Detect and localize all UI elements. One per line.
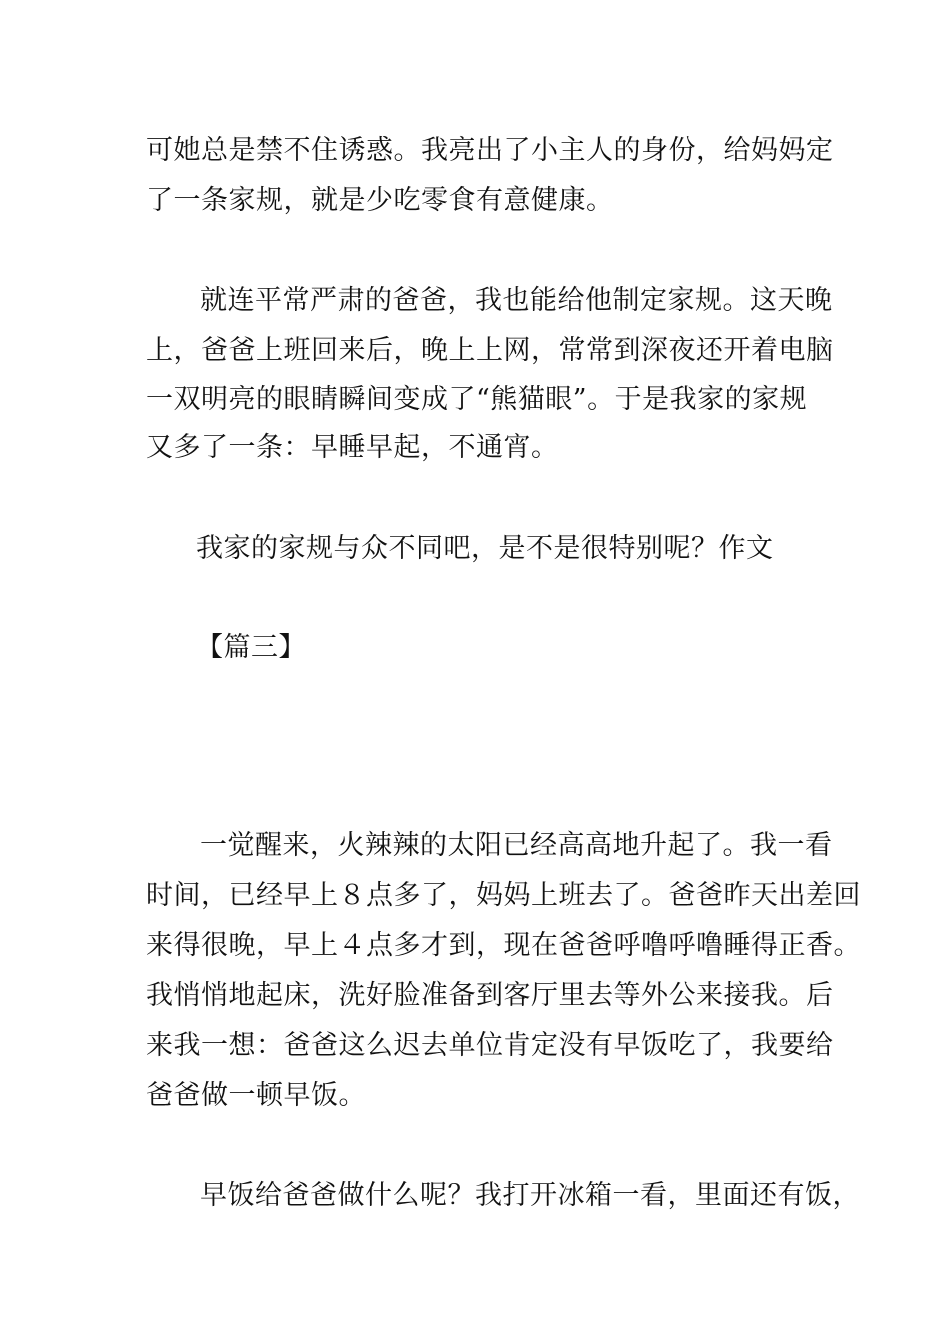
text-line: 我家的家规与众不同吧，是不是很特别呢？作文 bbox=[196, 533, 774, 564]
text-line: 上，爸爸上班回来后，晚上上网，常常到深夜还开着电脑 bbox=[146, 335, 834, 366]
text-line: 我悄悄地起床，洗好脸准备到客厅里去等外公来接我。后 bbox=[146, 980, 834, 1011]
text-line: 一觉醒来，火辣辣的太阳已经高高地升起了。我一看 bbox=[200, 830, 833, 861]
text-line: 时间，已经早上８点多了，妈妈上班去了。爸爸昨天出差回 bbox=[146, 880, 861, 911]
text-line: 了一条家规，就是少吃零食有意健康。 bbox=[146, 185, 614, 216]
text-line: 来得很晚，早上４点多才到，现在爸爸呼噜呼噜睡得正香。 bbox=[146, 930, 861, 961]
text-line: 来我一想：爸爸这么迟去单位肯定没有早饭吃了，我要给 bbox=[146, 1030, 834, 1061]
text-line: 可她总是禁不住诱惑。我亮出了小主人的身份，给妈妈定 bbox=[146, 135, 834, 166]
text-line: 就连平常严肃的爸爸，我也能给他制定家规。这天晚 bbox=[200, 285, 833, 316]
text-line: 一双明亮的眼睛瞬间变成了“熊猫眼”。于是我家的家规 bbox=[146, 384, 808, 415]
section-heading: 【篇三】 bbox=[196, 632, 306, 663]
text-line: 又多了一条：早睡早起，不通宵。 bbox=[146, 432, 559, 463]
text-line: 早饭给爸爸做什么呢？我打开冰箱一看，里面还有饭， bbox=[200, 1180, 860, 1211]
text-line: 爸爸做一顿早饭。 bbox=[146, 1080, 366, 1111]
